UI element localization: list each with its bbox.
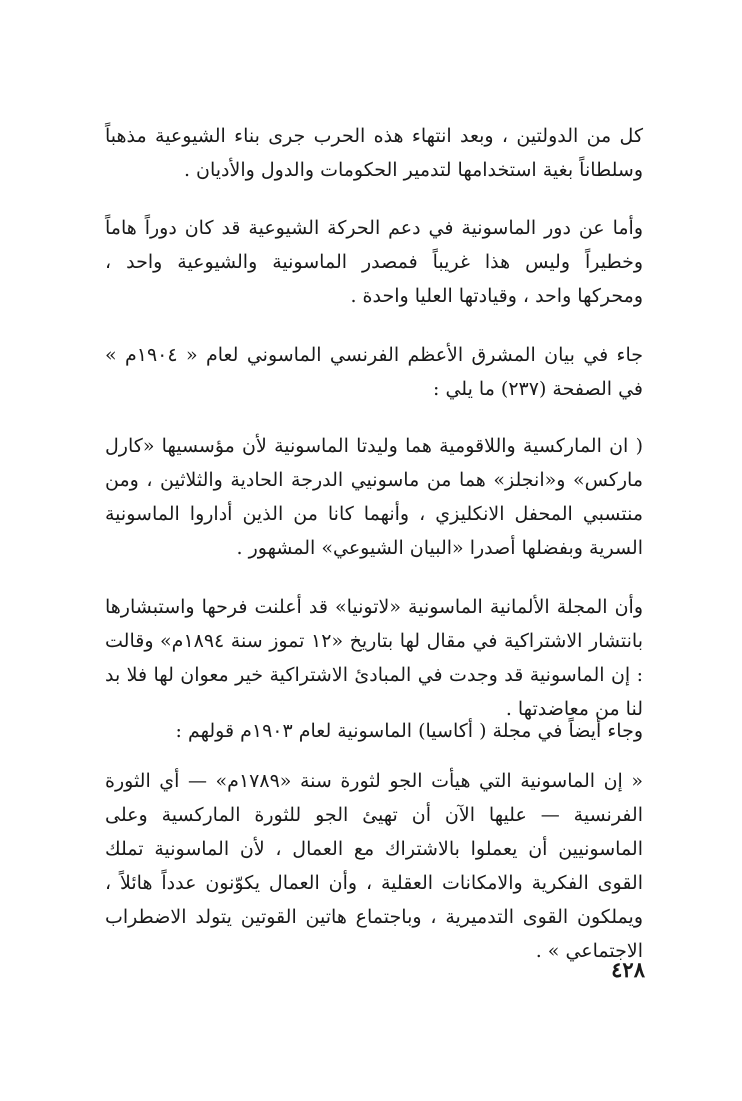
paragraph-masonry-role: وأما عن دور الماسونية في دعم الحركة الشيوعية قد كان دوراً هاماً وخطيراً وليس هذا غريباً فمصدر الماسونية والشيوعية واحد ، ومحركها واحد ، وقيادتها العليا واحدة . [105, 217, 643, 307]
paragraph-acacia-magazine: وجاء أيضاً في مجلة ( أكاسيا) الماسونية لعام ١٩٠٣م قولهم : [175, 720, 643, 742]
paragraph-revolution-quote: « إن الماسونية التي هيأت الجو لثورة سنة «١٧٨٩م» — أي الثورة الفرنسية — عليها الآن أن تهيئ الجو للثورة الماركسية وعلى الماسونيين أن يعملوا بالاشتراك مع العمال ، لأن الماسونية تملك القوى الفكرية والامكانات العقلية ، وأن العمال يكوّنون عدداً هائلاً ، ويملكون القوى التدميرية ، وباجتماع هاتين القوتين يتولد الاضطراب الاجتماعي » . [105, 770, 643, 962]
paragraph-grand-orient-statement: جاء في بيان المشرق الأعظم الفرنسي الماسوني لعام « ١٩٠٤م » في الصفحة (٢٣٧) ما يلي : [105, 344, 643, 400]
page-number: ٤٢٨ [611, 957, 645, 982]
paragraph-communism-origin: كل من الدولتين ، وبعد انتهاء هذه الحرب جرى بناء الشيوعية مذهباً وسلطاناً بغية استخدامها لتدمير الحكومات والدول والأديان . [105, 125, 643, 181]
paragraph-latonia-magazine: وأن المجلة الألمانية الماسونية «لاتونيا» قد أعلنت فرحها واستبشارها بانتشار الاشتراكية في مقال لها بتاريخ «١٢ تموز سنة ١٨٩٤م» وقالت : إن الماسونية قد وجدت في المبادئ الاشتراكية خير معوان لها فلا بد لنا من معاضدتها . [105, 596, 644, 720]
paragraph-marxism-quote: ( ان الماركسية واللاقومية هما وليدتا الماسونية لأن مؤسسيها «كارل ماركس» و«انجلز» هما من ماسونيي الدرجة الحادية والثلاثين ، ومن منتسبي المحفل الانكليزي ، وأنهما كانا من الذين أداروا الماسونية السرية وبفضلها أصدرا «البيان الشيوعي» المشهور . [105, 435, 643, 559]
